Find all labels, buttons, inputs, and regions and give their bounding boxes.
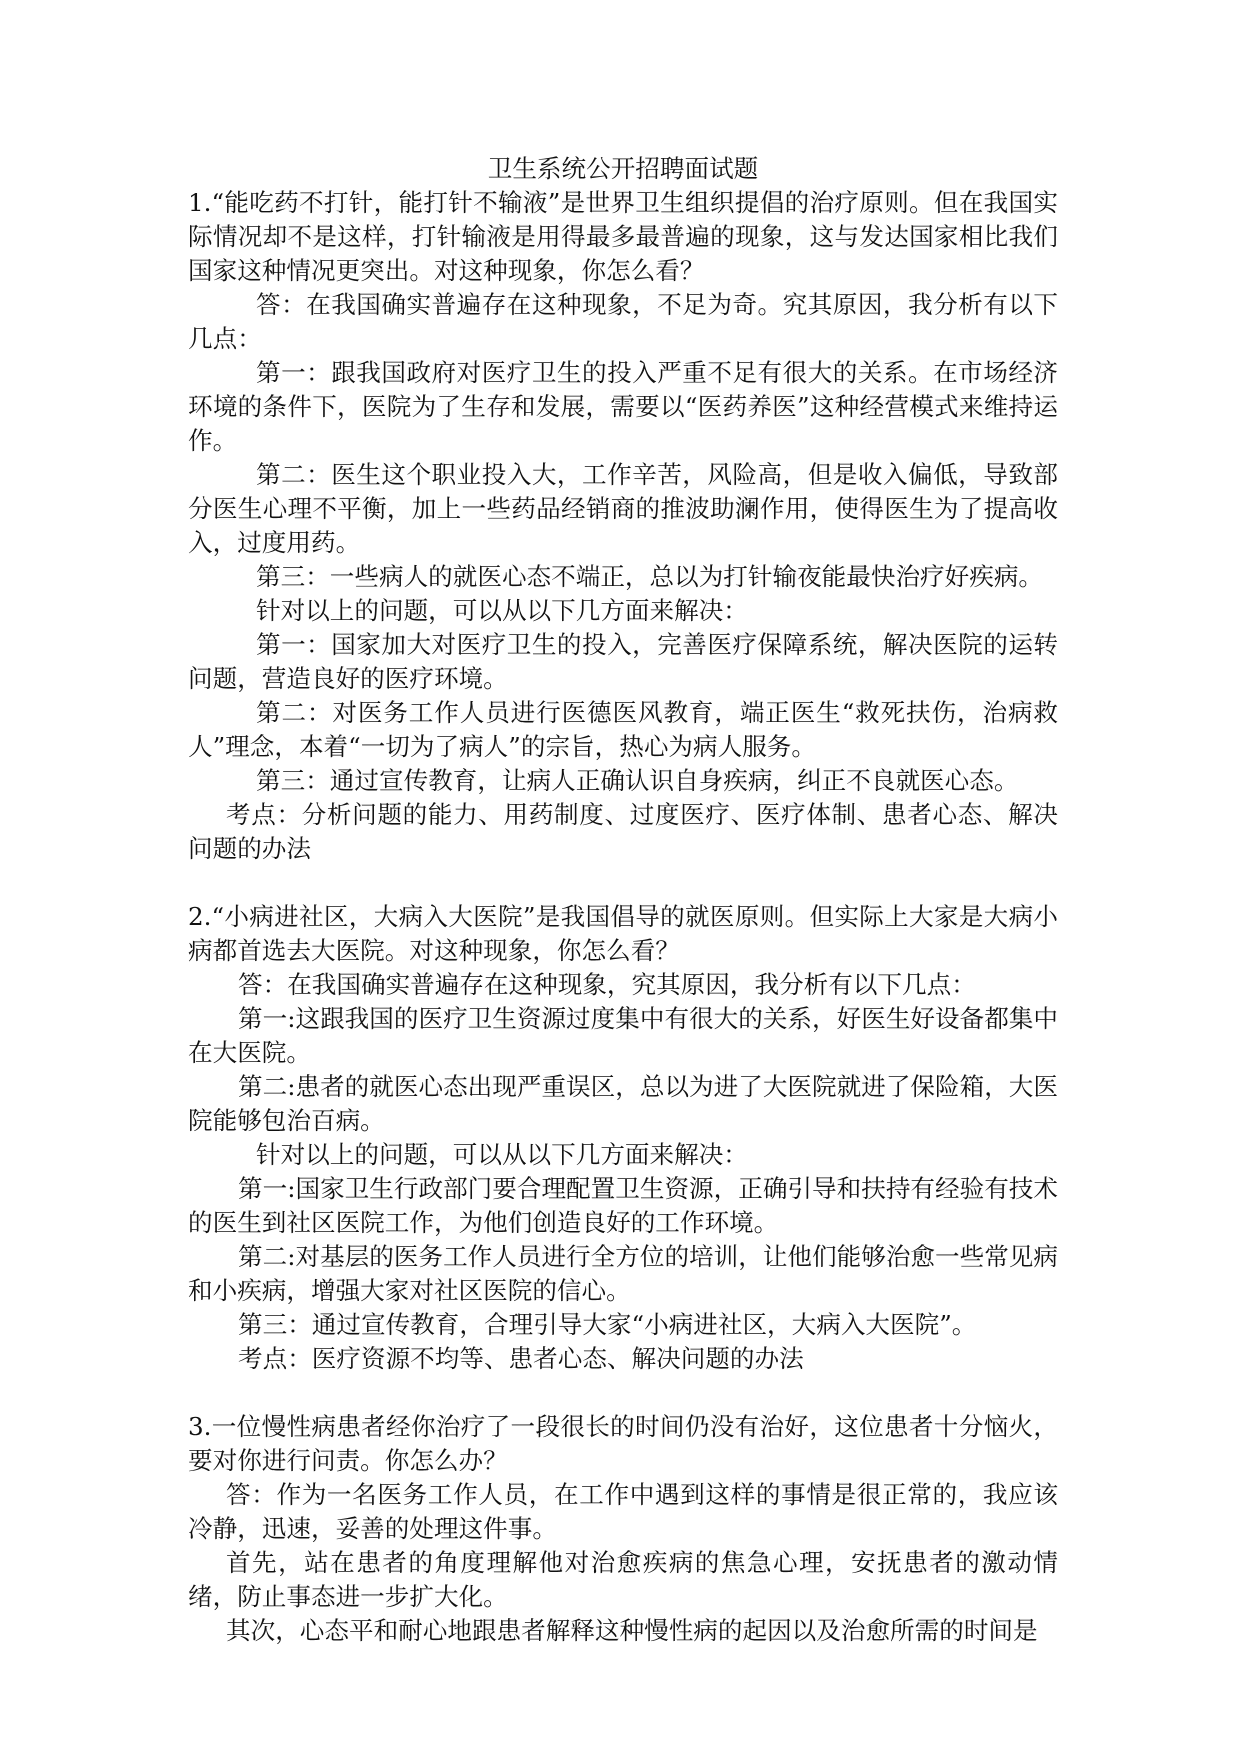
question-3: 3.一位慢性病患者经你治疗了一段很长的时间仍没有治好，这位患者十分恼火，要对你进行问责。你怎么办？ — [188, 1412, 1058, 1475]
answer-paragraph: 第二:患者的就医心态出现严重误区，总以为进了大医院就进了保险箱，大医院能够包治百病。 — [188, 1072, 1058, 1135]
answer-paragraph: 针对以上的问题，可以从以下几方面来解决： — [256, 1140, 748, 1169]
answer-paragraph: 第三：通过宣传教育，让病人正确认识自身疾病，纠正不良就医心态。 — [256, 766, 1019, 795]
document-title: 卫生系统公开招聘面试题 — [487, 154, 759, 183]
answer-paragraph: 针对以上的问题，可以从以下几方面来解决： — [256, 596, 748, 625]
answer-paragraph: 答：作为一名医务工作人员，在工作中遇到这样的事情是很正常的，我应该冷静，迅速，妥善的处理这件事。 — [188, 1480, 1058, 1543]
answer-paragraph: 第三：通过宣传教育，合理引导大家“小病进社区，大病入大医院”。 — [238, 1310, 977, 1339]
answer-paragraph: 第二：对医务工作人员进行医德医风教育，端正医生“救死扶伤，治病救人”理念，本着“一切为了病人”的宗旨，热心为病人服务。 — [188, 698, 1058, 761]
question-section-1 — [188, 186, 1058, 866]
question-section-3 — [188, 1410, 1058, 1648]
question-2: 2.“小病进社区，大病入大医院”是我国倡导的就医原则。但实际上大家是大病小病都首选去大医院。对这种现象，你怎么看？ — [188, 902, 1058, 965]
answer-paragraph: 第一:这跟我国的医疗卫生资源过度集中有很大的关系，好医生好设备都集中在大医院。 — [188, 1004, 1058, 1067]
document-page — [188, 152, 1058, 1648]
answer-paragraph: 第二:对基层的医务工作人员进行全方位的培训，让他们能够治愈一些常见病和小疾病，增强大家对社区医院的信心。 — [188, 1242, 1058, 1305]
question-section-2 — [188, 900, 1058, 1376]
answer-paragraph: 第一:国家卫生行政部门要合理配置卫生资源，正确引导和扶持有经验有技术的医生到社区医院工作，为他们创造良好的工作环境。 — [188, 1174, 1058, 1237]
answer-paragraph: 第一：跟我国政府对医疗卫生的投入严重不足有很大的关系。在市场经济环境的条件下，医院为了生存和发展，需要以“医药养医”这种经营模式来维持运作。 — [188, 358, 1058, 455]
answer-paragraph: 第三：一些病人的就医心态不端正，总以为打针输夜能最快治疗好疾病。 — [256, 562, 1044, 591]
answer-paragraph: 首先，站在患者的角度理解他对治愈疾病的焦急心理，安抚患者的激动情绪，防止事态进一步扩大化。 — [188, 1548, 1058, 1611]
answer-paragraph: 其次，心态平和耐心地跟患者解释这种慢性病的起因以及治愈所需的时间是 — [226, 1616, 1038, 1645]
answer-paragraph: 第二：医生这个职业投入大，工作辛苦，风险高，但是收入偏低，导致部分医生心理不平衡，加上一些药品经销商的推波助澜作用，使得医生为了提高收入，过度用药。 — [188, 460, 1058, 557]
key-points-2: 考点：医疗资源不均等、患者心态、解决问题的办法 — [238, 1344, 804, 1373]
answer-paragraph: 答：在我国确实普遍存在这种现象，不足为奇。究其原因，我分析有以下几点： — [188, 290, 1058, 353]
answer-paragraph: 第一：国家加大对医疗卫生的投入，完善医疗保障系统，解决医院的运转问题，营造良好的医疗环境。 — [188, 630, 1058, 693]
key-points-1: 考点：分析问题的能力、用药制度、过度医疗、医疗体制、患者心态、解决问题的办法 — [188, 800, 1058, 863]
question-1: 1.“能吃药不打针，能打针不输液”是世界卫生组织提倡的治疗原则。但在我国实际情况却不是这样，打针输液是用得最多最普遍的现象，这与发达国家相比我们国家这种情况更突出。对这种现象，你怎么看？ — [188, 188, 1058, 285]
answer-paragraph: 答：在我国确实普遍存在这种现象，究其原因，我分析有以下几点： — [238, 970, 976, 999]
